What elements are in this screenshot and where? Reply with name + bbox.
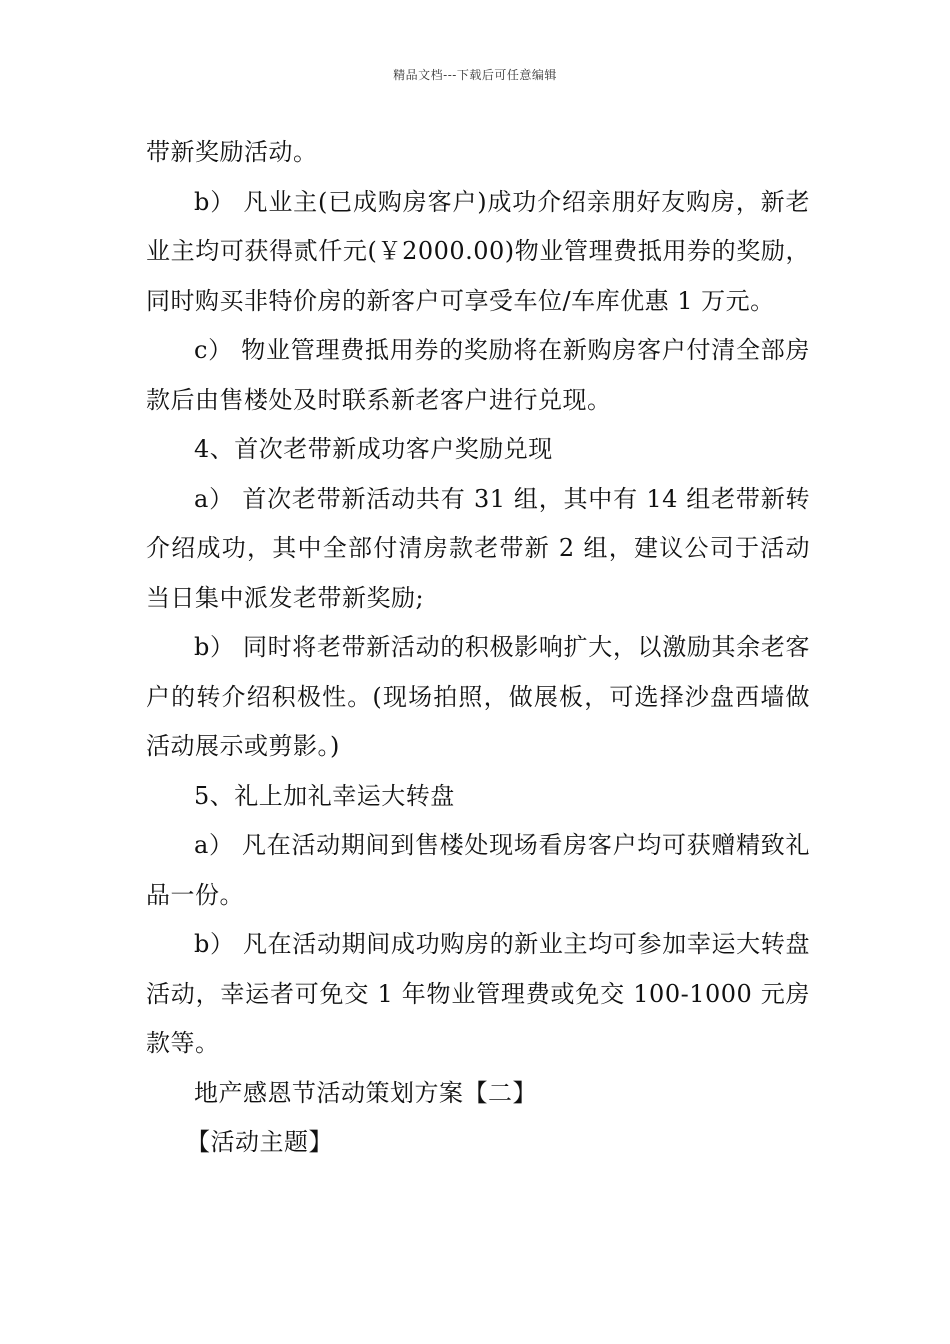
paragraph-item-b-referral: b） 凡业主(已成购房客户)成功介绍亲朋好友购房，新老业主均可获得贰仟元(￥2000.00)物业管理费抵用券的奖励，同时购买非特价房的新客户可享受车位/车库优惠 1 万元。 (146, 187, 810, 315)
section-title-plan-two: 地产感恩节活动策划方案【二】 (194, 1078, 537, 1107)
paragraph-item-b-influence: b） 同时将老带新活动的积极影响扩大，以激励其余老客户的转介绍积极性。(现场拍照，做展板，可选择沙盘西墙做活动展示或剪影。) (146, 633, 810, 760)
paragraph-item-a-first-referral: a） 首次老带新活动共有 31 组，其中有 14 组老带新转介绍成功，其中全部付清房款老带新 2 组，建议公司于活动当日集中派发老带新奖励; (146, 484, 810, 612)
section-heading-4: 4、首次老带新成功客户奖励兑现 (194, 435, 553, 463)
paragraph-item-a-gift: a） 凡在活动期间到售楼处现场看房客户均可获赠精致礼品一份。 (146, 831, 810, 909)
paragraph-item-c-voucher: c） 物业管理费抵用券的奖励将在新购房客户付清全部房款后由售楼处及时联系新老客户进行兑现。 (146, 336, 810, 414)
page-header-note: 精品文档---下载后可任意编辑 (393, 68, 557, 82)
document-body (146, 128, 810, 1168)
section-subtitle-theme: 【活动主题】 (186, 1128, 333, 1156)
section-heading-5: 5、礼上加礼幸运大转盘 (194, 781, 455, 810)
paragraph-item-b-lucky-wheel: b） 凡在活动期间成功购房的新业主均可参加幸运大转盘活动，幸运者可免交 1 年物业管理费或免交 100-1000 元房款等。 (146, 930, 810, 1057)
paragraph-reward-continuation: 带新奖励活动。 (146, 138, 318, 166)
